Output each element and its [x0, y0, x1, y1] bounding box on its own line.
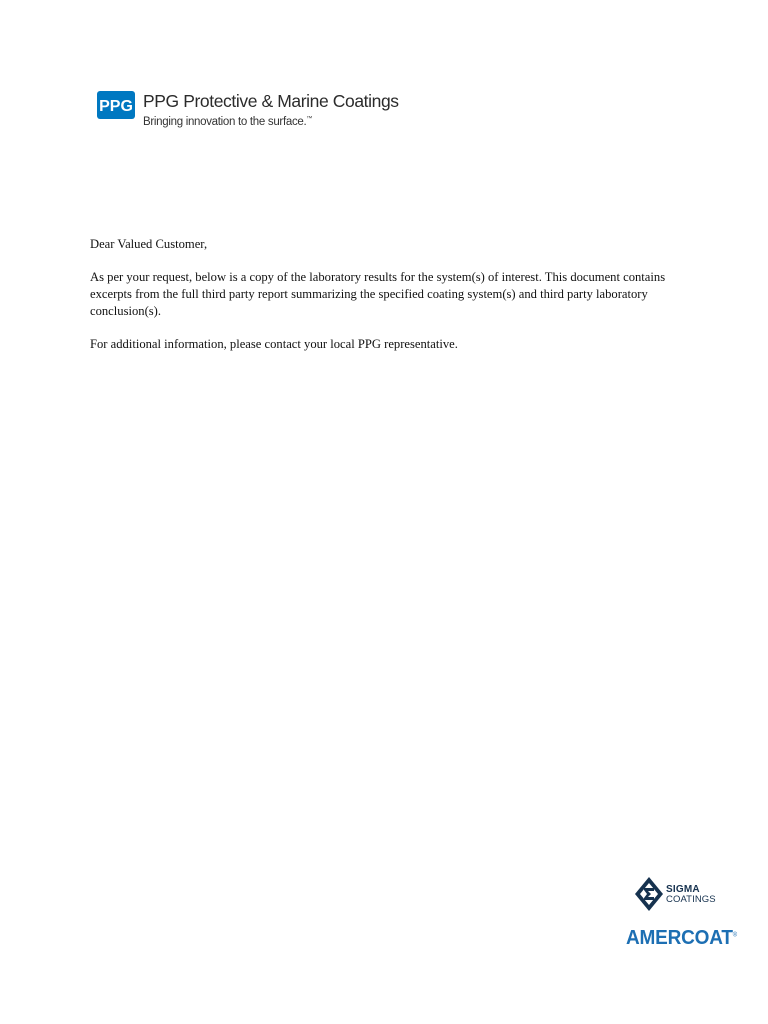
ppg-header-logo [97, 91, 399, 129]
letter-paragraph-2: For additional information, please contact your local PPG representative. [90, 337, 458, 352]
tagline-text: Bringing innovation to the surface. [143, 115, 307, 128]
company-name: PPG Protective & Marine Coatings [143, 91, 399, 111]
amercoat-logo [626, 925, 737, 949]
salutation: Dear Valued Customer, [90, 237, 208, 251]
letter-body [90, 236, 680, 370]
sigma-label: SIGMA [666, 884, 700, 895]
footer-logos [626, 877, 737, 950]
sigma-coatings-logo-icon [635, 877, 663, 911]
trademark-mark: ™ [306, 116, 313, 122]
letter-paragraph-1: As per your request, below is a copy of the laboratory results for the system(s) of interest. This document contains excerpts from the full third party report summarizing the specified coating system(s) and third party laboratory conclusion(s). [90, 270, 666, 318]
coatings-label: COATINGS [666, 894, 716, 905]
registered-mark: ® [732, 932, 737, 939]
ppg-logo-icon [97, 91, 135, 119]
tagline [143, 112, 399, 129]
sigma-coatings-text [666, 885, 716, 905]
amercoat-text: AMERCOAT [626, 927, 733, 950]
ppg-logo-text: PPG [99, 98, 133, 115]
